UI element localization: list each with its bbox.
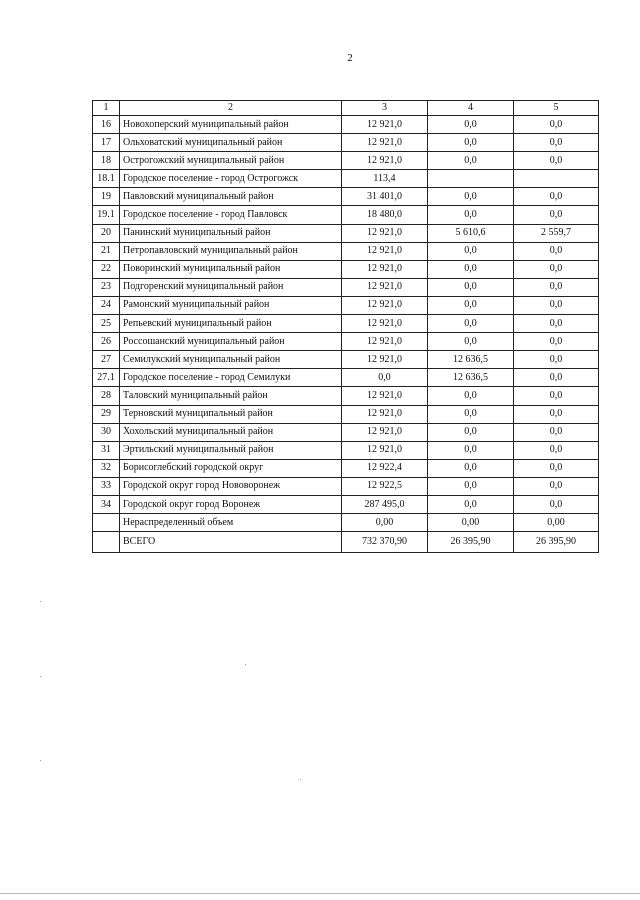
row-name: Россошанский муниципальный район — [120, 333, 342, 351]
row-name: Эртильский муниципальный район — [120, 441, 342, 459]
value-col-3: 12 921,0 — [342, 423, 428, 441]
row-number: 19.1 — [93, 206, 120, 224]
value-col-5: 0,0 — [514, 405, 599, 423]
row-name: Рамонский муниципальный район — [120, 296, 342, 314]
value-col-4: 0,0 — [428, 405, 514, 423]
row-number: 27 — [93, 351, 120, 369]
value-col-4: 0,0 — [428, 495, 514, 513]
column-header: 3 — [342, 101, 428, 116]
table-header-row — [93, 101, 599, 116]
table-row — [93, 369, 599, 387]
value-col-3: 12 922,5 — [342, 477, 428, 495]
value-col-4: 26 395,90 — [428, 532, 514, 553]
row-name: Городской округ город Воронеж — [120, 495, 342, 513]
value-col-4: 0,0 — [428, 206, 514, 224]
value-col-3: 12 921,0 — [342, 260, 428, 278]
value-col-5: 0,0 — [514, 459, 599, 477]
value-col-5: 0,0 — [514, 260, 599, 278]
row-name: Острогожский муниципальный район — [120, 152, 342, 170]
value-col-3: 12 921,0 — [342, 387, 428, 405]
value-col-3: 12 921,0 — [342, 242, 428, 260]
row-name: Городское поселение - город Семилуки — [120, 369, 342, 387]
value-col-4: 0,0 — [428, 260, 514, 278]
value-col-3: 12 921,0 — [342, 134, 428, 152]
row-name: Борисоглебский городской округ — [120, 459, 342, 477]
value-col-4: 0,0 — [428, 333, 514, 351]
row-number: 34 — [93, 495, 120, 513]
value-col-4: 0,0 — [428, 278, 514, 296]
value-col-3: 12 921,0 — [342, 315, 428, 333]
value-col-4: 0,0 — [428, 152, 514, 170]
value-col-5: 0,0 — [514, 387, 599, 405]
scan-edge-line — [0, 893, 640, 894]
row-number: 25 — [93, 315, 120, 333]
table-row — [93, 188, 599, 206]
value-col-5: 0,0 — [514, 477, 599, 495]
row-number: 18 — [93, 152, 120, 170]
table-row — [93, 477, 599, 495]
value-col-5: 0,0 — [514, 152, 599, 170]
row-number: 16 — [93, 116, 120, 134]
value-col-3: 732 370,90 — [342, 532, 428, 553]
row-name: Павловский муниципальный район — [120, 188, 342, 206]
table-row — [93, 333, 599, 351]
value-col-3: 12 921,0 — [342, 405, 428, 423]
value-col-5: 0,00 — [514, 514, 599, 532]
table-row — [93, 514, 599, 532]
table-row — [93, 170, 599, 188]
row-number: 20 — [93, 224, 120, 242]
value-col-5: 0,0 — [514, 351, 599, 369]
row-number: 18.1 — [93, 170, 120, 188]
table-row — [93, 278, 599, 296]
row-number: 22 — [93, 260, 120, 278]
value-col-3: 31 401,0 — [342, 188, 428, 206]
value-col-5: 26 395,90 — [514, 532, 599, 553]
value-col-3: 12 921,0 — [342, 333, 428, 351]
row-number: 30 — [93, 423, 120, 441]
scan-speck — [40, 676, 41, 677]
row-number: 27.1 — [93, 369, 120, 387]
row-name: Городское поселение - город Острогожск — [120, 170, 342, 188]
value-col-4: 0,0 — [428, 296, 514, 314]
row-name: Панинский муниципальный район — [120, 224, 342, 242]
table-row — [93, 206, 599, 224]
value-col-3: 12 921,0 — [342, 296, 428, 314]
row-name: Городское поселение - город Павловск — [120, 206, 342, 224]
value-col-4: 5 610,6 — [428, 224, 514, 242]
value-col-3: 287 495,0 — [342, 495, 428, 513]
page-number: 2 — [347, 52, 353, 64]
table-row — [93, 423, 599, 441]
row-number — [93, 532, 120, 553]
value-col-4: 0,0 — [428, 477, 514, 495]
scan-speck — [40, 760, 41, 761]
row-name: Новохоперский муниципальный район — [120, 116, 342, 134]
value-col-3: 18 480,0 — [342, 206, 428, 224]
value-col-4: 0,0 — [428, 116, 514, 134]
value-col-4: 0,0 — [428, 441, 514, 459]
scan-speck — [300, 779, 301, 780]
table-row — [93, 242, 599, 260]
value-col-4: 0,0 — [428, 188, 514, 206]
value-col-5: 0,0 — [514, 495, 599, 513]
table-row — [93, 459, 599, 477]
table-row — [93, 532, 599, 553]
table-row — [93, 387, 599, 405]
table-body — [93, 116, 599, 553]
value-col-5: 0,0 — [514, 369, 599, 387]
value-col-3: 12 921,0 — [342, 278, 428, 296]
value-col-4: 0,0 — [428, 423, 514, 441]
row-number: 21 — [93, 242, 120, 260]
table-row — [93, 495, 599, 513]
row-name: Нераспределенный объем — [120, 514, 342, 532]
value-col-3: 12 921,0 — [342, 152, 428, 170]
row-number: 17 — [93, 134, 120, 152]
value-col-5: 0,0 — [514, 333, 599, 351]
value-col-3: 113,4 — [342, 170, 428, 188]
row-number — [93, 514, 120, 532]
value-col-5: 0,0 — [514, 206, 599, 224]
scan-speck — [245, 664, 246, 665]
row-number: 32 — [93, 459, 120, 477]
value-col-5: 0,0 — [514, 423, 599, 441]
value-col-5: 0,0 — [514, 242, 599, 260]
value-col-5: 0,0 — [514, 441, 599, 459]
value-col-4: 0,0 — [428, 459, 514, 477]
row-name: Петропавловский муниципальный район — [120, 242, 342, 260]
value-col-3: 12 921,0 — [342, 116, 428, 134]
table-row — [93, 116, 599, 134]
value-col-3: 0,0 — [342, 369, 428, 387]
table-row — [93, 152, 599, 170]
value-col-4: 0,0 — [428, 387, 514, 405]
row-name: Городской округ город Нововоронеж — [120, 477, 342, 495]
row-name: Хохольский муниципальный район — [120, 423, 342, 441]
table-row — [93, 296, 599, 314]
row-name: ВСЕГО — [120, 532, 342, 553]
value-col-4: 12 636,5 — [428, 369, 514, 387]
value-col-5: 0,0 — [514, 188, 599, 206]
value-col-4: 0,0 — [428, 134, 514, 152]
row-number: 26 — [93, 333, 120, 351]
row-name: Ольховатский муниципальный район — [120, 134, 342, 152]
row-number: 33 — [93, 477, 120, 495]
row-number: 24 — [93, 296, 120, 314]
table-row — [93, 405, 599, 423]
value-col-4: 0,0 — [428, 315, 514, 333]
column-header: 2 — [120, 101, 342, 116]
column-header: 5 — [514, 101, 599, 116]
row-number: 19 — [93, 188, 120, 206]
value-col-4: 0,00 — [428, 514, 514, 532]
value-col-5 — [514, 170, 599, 188]
table-row — [93, 351, 599, 369]
value-col-3: 0,00 — [342, 514, 428, 532]
value-col-5: 0,0 — [514, 315, 599, 333]
row-number: 23 — [93, 278, 120, 296]
scan-speck — [40, 601, 41, 602]
value-col-5: 0,0 — [514, 134, 599, 152]
value-col-3: 12 921,0 — [342, 224, 428, 242]
table-row — [93, 134, 599, 152]
row-name: Репьевский муниципальный район — [120, 315, 342, 333]
value-col-4 — [428, 170, 514, 188]
value-col-3: 12 921,0 — [342, 351, 428, 369]
value-col-4: 12 636,5 — [428, 351, 514, 369]
table-row — [93, 260, 599, 278]
value-col-5: 0,0 — [514, 296, 599, 314]
value-col-5: 0,0 — [514, 116, 599, 134]
value-col-3: 12 922,4 — [342, 459, 428, 477]
row-name: Поворинский муниципальный район — [120, 260, 342, 278]
row-name: Терновский муниципальный район — [120, 405, 342, 423]
value-col-5: 2 559,7 — [514, 224, 599, 242]
row-name: Подгоренский муниципальный район — [120, 278, 342, 296]
table-row — [93, 315, 599, 333]
table-row — [93, 441, 599, 459]
row-number: 28 — [93, 387, 120, 405]
row-name: Семилукский муниципальный район — [120, 351, 342, 369]
value-col-5: 0,0 — [514, 278, 599, 296]
value-col-3: 12 921,0 — [342, 441, 428, 459]
column-header: 4 — [428, 101, 514, 116]
table-row — [93, 224, 599, 242]
value-col-4: 0,0 — [428, 242, 514, 260]
data-table — [92, 100, 599, 553]
row-number: 31 — [93, 441, 120, 459]
column-header: 1 — [93, 101, 120, 116]
row-name: Таловский муниципальный район — [120, 387, 342, 405]
row-number: 29 — [93, 405, 120, 423]
